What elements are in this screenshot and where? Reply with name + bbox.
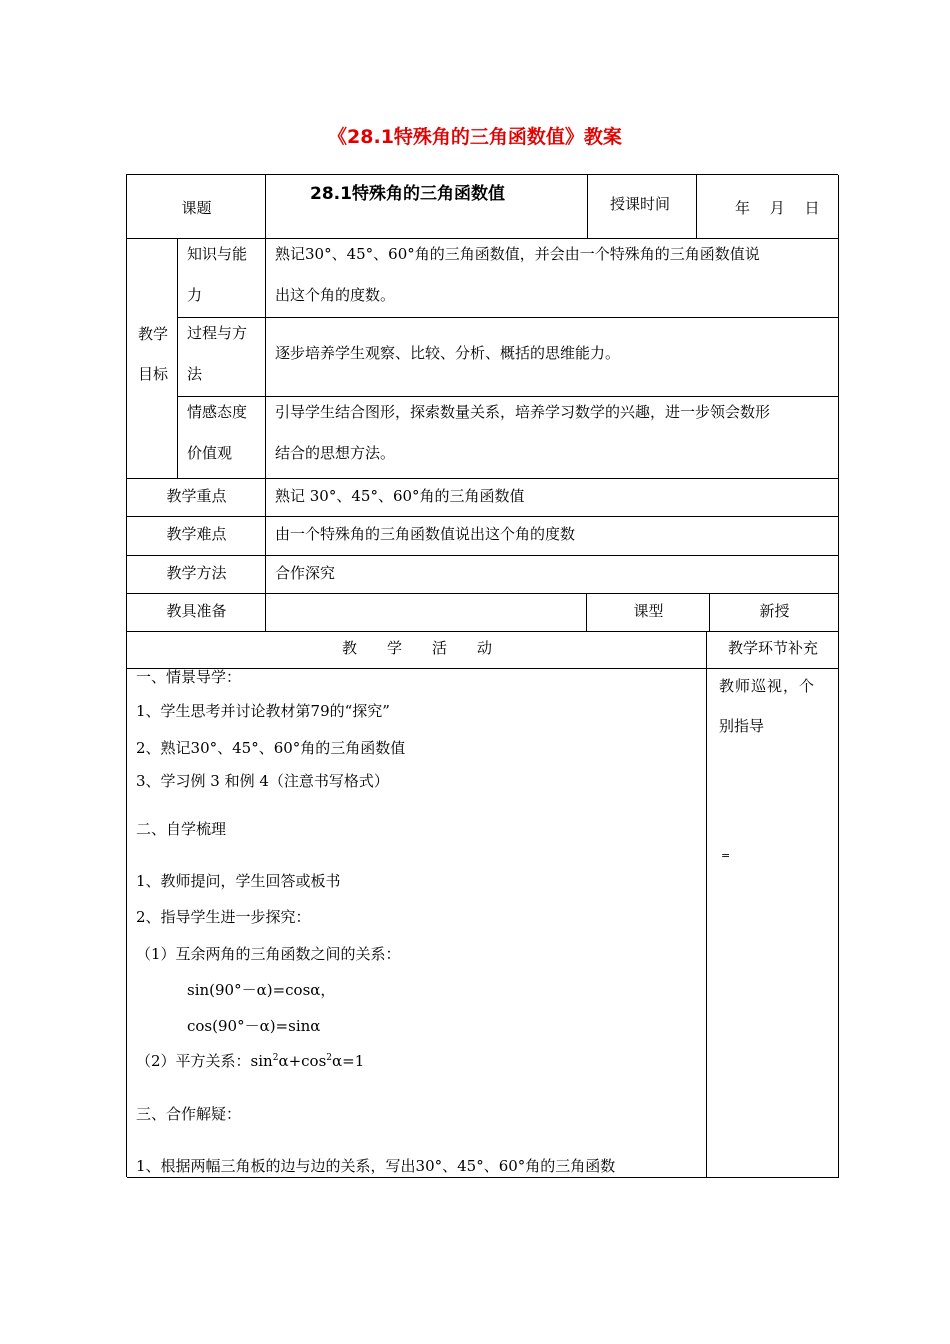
tools-label-cell bbox=[127, 594, 266, 632]
goal-name-cell-process bbox=[178, 318, 266, 397]
section-2-item-2: 2、指导学生进一步探究： bbox=[136, 908, 311, 926]
supplement-header: 教学环节补充 bbox=[727, 639, 818, 657]
section-2-item-4 bbox=[136, 1050, 364, 1071]
goal-text-cell-knowledge bbox=[266, 239, 839, 318]
supplement-text-line1: 教师巡视，个 bbox=[719, 677, 816, 695]
goal-text-attitude-line2: 结合的思想方法。 bbox=[275, 444, 396, 462]
lesson-type-label: 课型 bbox=[633, 602, 664, 620]
date-cell bbox=[697, 175, 839, 239]
method-value: 合作深究 bbox=[275, 564, 336, 582]
goals-label-line2: 目标 bbox=[138, 365, 169, 383]
square-relation-prefix: （2）平方关系： bbox=[136, 1052, 251, 1070]
key-point-label-cell bbox=[127, 479, 266, 517]
topic-label: 课题 bbox=[181, 199, 212, 217]
goal-name-cell-attitude bbox=[178, 397, 266, 479]
goal-name-knowledge-line1: 知识与能 bbox=[187, 245, 248, 263]
goal-name-attitude-line1: 情感态度 bbox=[187, 403, 248, 421]
document-title: 《28.1特殊角的三角函数值》教案 bbox=[328, 126, 622, 148]
time-label: 授课时间 bbox=[610, 195, 671, 213]
square-relation-sin: sin bbox=[250, 1052, 273, 1070]
key-point-value: 熟记 30°、45°、60°角的三角函数值 bbox=[275, 487, 525, 505]
activity-header: 教 学 活 动 bbox=[341, 639, 492, 657]
supplement-header-cell bbox=[707, 632, 839, 669]
method-value-cell bbox=[266, 556, 839, 594]
section-3-item-1: 1、根据两幅三角板的边与边的关系，写出30°、45°、60°角的三角函数 bbox=[136, 1157, 616, 1175]
tools-value-cell bbox=[266, 594, 587, 632]
section-2-heading: 二、自学梳理 bbox=[136, 820, 227, 838]
goal-text-knowledge-line1: 熟记30°、45°、60°角的三角函数值，并会由一个特殊角的三角函数值说 bbox=[275, 245, 760, 263]
section-3-heading: 三、合作解疑： bbox=[136, 1105, 242, 1123]
lesson-type-value: 新授 bbox=[759, 602, 790, 620]
lesson-type-value-cell bbox=[710, 594, 839, 632]
time-label-cell bbox=[588, 175, 697, 239]
goal-name-attitude-line2: 价值观 bbox=[187, 444, 233, 462]
square-relation-exponent-1: 2 bbox=[272, 1053, 279, 1063]
section-2-item-1: 1、教师提问，学生回答或板书 bbox=[136, 872, 341, 890]
difficulty-value-cell bbox=[266, 517, 839, 556]
difficulty-label: 教学难点 bbox=[166, 525, 227, 543]
goals-label-line1: 教学 bbox=[138, 325, 169, 343]
goal-text-cell-attitude bbox=[266, 397, 839, 479]
topic-label-cell bbox=[127, 175, 266, 239]
goal-text-knowledge-line2: 出这个角的度数。 bbox=[275, 286, 396, 304]
square-relation-end: α=1 bbox=[332, 1052, 365, 1070]
activity-body-cell bbox=[127, 669, 707, 1178]
supplement-mark: = bbox=[721, 849, 731, 862]
goal-text-attitude-line1: 引导学生结合图形，探索数量关系，培养学习数学的兴趣，进一步领会数形 bbox=[275, 403, 771, 421]
formula-cos-complement: cos(90°－α)=sinα bbox=[187, 1017, 321, 1035]
difficulty-value: 由一个特殊角的三角函数值说出这个角的度数 bbox=[275, 525, 576, 543]
method-label: 教学方法 bbox=[166, 564, 227, 582]
goal-name-cell-knowledge bbox=[178, 239, 266, 318]
goal-name-process-line1: 过程与方 bbox=[187, 324, 248, 342]
goals-label-cell bbox=[127, 239, 178, 479]
date-placeholder: 年 月 日 bbox=[735, 199, 820, 217]
section-1-item-1: 1、学生思考并讨论教材第79的“探究” bbox=[136, 702, 390, 720]
lesson-type-label-cell bbox=[587, 594, 710, 632]
goal-text-process-line1: 逐步培养学生观察、比较、分析、概括的思维能力。 bbox=[275, 344, 621, 362]
section-1-item-2: 2、熟记30°、45°、60°角的三角函数值 bbox=[136, 739, 406, 757]
goal-text-cell-process bbox=[266, 318, 839, 397]
section-1-heading: 一、情景导学： bbox=[136, 668, 242, 686]
section-1-item-3: 3、学习例 3 和例 4（注意书写格式） bbox=[136, 772, 389, 790]
tools-label: 教具准备 bbox=[166, 602, 227, 620]
square-relation-mid: α+cos bbox=[278, 1052, 327, 1070]
section-2-item-3: （1）互余两角的三角函数之间的关系： bbox=[136, 945, 401, 963]
supplement-text-line2: 别指导 bbox=[719, 717, 765, 735]
topic-value: 28.1特殊角的三角函数值 bbox=[310, 184, 505, 204]
topic-value-cell bbox=[266, 175, 588, 239]
square-relation-exponent-2: 2 bbox=[326, 1053, 332, 1063]
goal-name-knowledge-line2: 力 bbox=[187, 286, 203, 304]
key-point-value-cell bbox=[266, 479, 839, 517]
supplement-body-cell bbox=[707, 669, 839, 1178]
lesson-plan-table bbox=[126, 174, 838, 1177]
formula-sin-complement: sin(90°－α)=cosα， bbox=[187, 981, 336, 999]
difficulty-label-cell bbox=[127, 517, 266, 556]
goal-name-process-line2: 法 bbox=[187, 365, 203, 383]
activity-header-cell bbox=[127, 632, 707, 669]
method-label-cell bbox=[127, 556, 266, 594]
key-point-label: 教学重点 bbox=[166, 487, 227, 505]
